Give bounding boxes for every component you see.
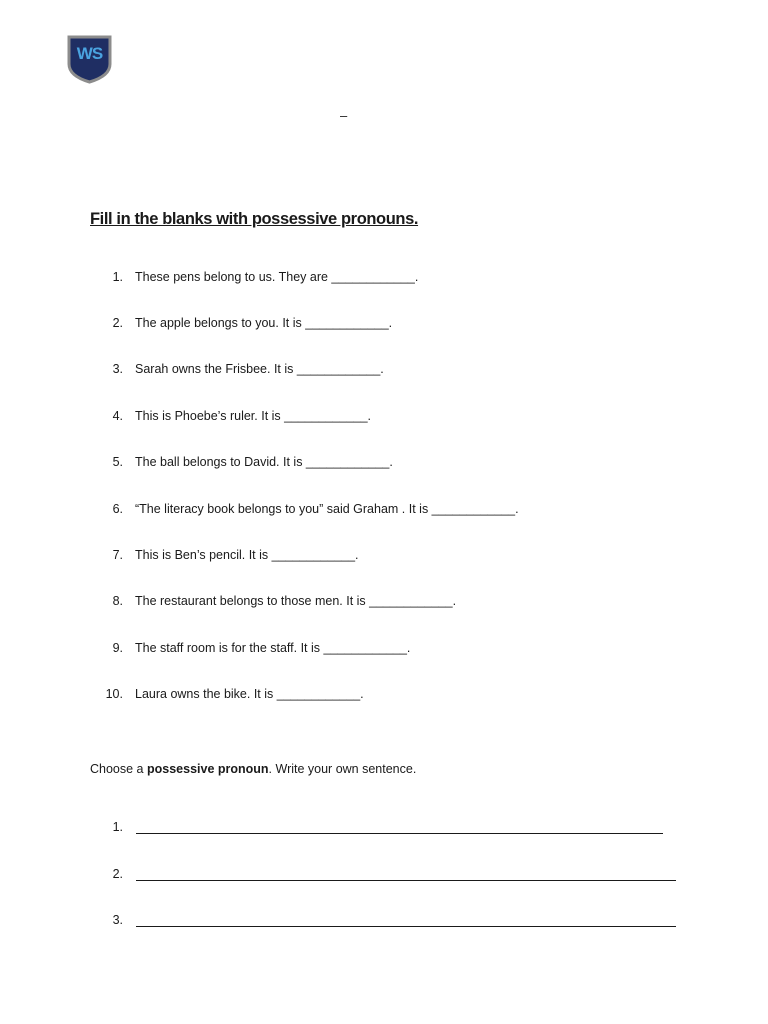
question-number: 3. xyxy=(112,362,123,376)
writing-line-number: 2. xyxy=(112,867,123,881)
question-text: The ball belongs to David. It is ____________. xyxy=(135,455,393,469)
header-dash: – xyxy=(340,108,348,123)
worksheet-title: Fill in the blanks with possessive pronouns. xyxy=(90,210,419,228)
answer-line xyxy=(136,833,663,834)
prompt-text-before: Choose a xyxy=(90,762,147,776)
question-text: The staff room is for the staff. It is ____________. xyxy=(135,641,411,655)
question-text: Sarah owns the Frisbee. It is ____________. xyxy=(135,362,384,376)
logo-text: WS xyxy=(76,44,103,63)
question-text: These pens belong to us. They are ____________. xyxy=(135,270,419,284)
question-text: Laura owns the bike. It is ____________. xyxy=(135,687,364,701)
writing-line-number: 1. xyxy=(112,820,123,834)
writing-line-number: 3. xyxy=(112,913,123,927)
answer-line xyxy=(136,880,676,881)
question-text: The apple belongs to you. It is ____________. xyxy=(135,316,393,330)
question-number: 4. xyxy=(112,409,123,423)
question-text: The restaurant belongs to those men. It is ____________. xyxy=(135,594,457,608)
answer-line xyxy=(136,926,676,927)
question-text: “The literacy book belongs to you” said Graham . It is ____________. xyxy=(135,502,519,516)
question-number: 10. xyxy=(105,687,123,701)
prompt-bold-term: possessive pronoun xyxy=(146,762,269,776)
question-text: This is Phoebe’s ruler. It is ____________. xyxy=(135,409,372,423)
question-number: 2. xyxy=(112,316,123,330)
question-number: 7. xyxy=(112,548,123,562)
school-logo xyxy=(66,34,113,84)
prompt-text-after: . Write your own sentence. xyxy=(268,762,417,776)
question-number: 6. xyxy=(112,502,123,516)
question-number: 1. xyxy=(112,270,123,284)
question-number: 5. xyxy=(112,455,123,469)
writing-prompt xyxy=(90,762,416,776)
question-number: 9. xyxy=(112,641,123,655)
question-text: This is Ben’s pencil. It is ____________. xyxy=(135,548,359,562)
shield-icon xyxy=(66,34,113,84)
question-number: 8. xyxy=(112,594,123,608)
